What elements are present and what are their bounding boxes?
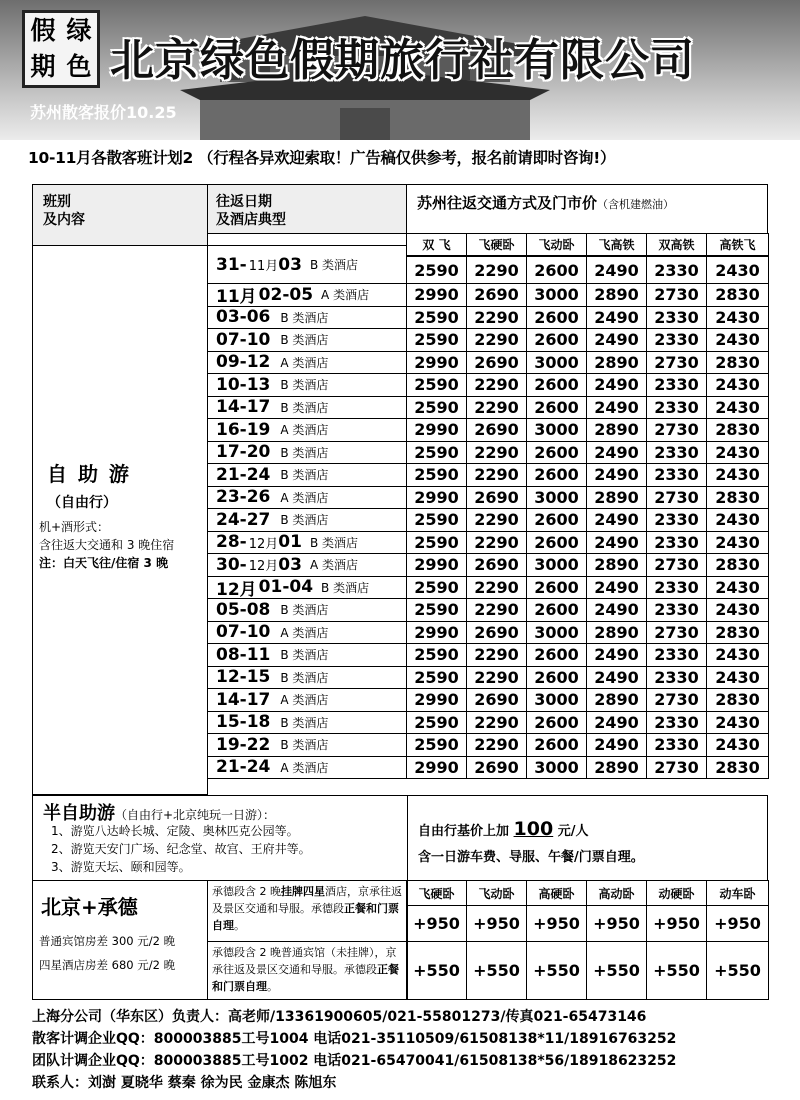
- chengde-option1-desc: [207, 880, 408, 942]
- hotel-type: A 类酒店: [309, 558, 358, 573]
- price-cell: 2430: [706, 463, 769, 487]
- chengde-block: [32, 880, 208, 1000]
- date-cell: [207, 463, 407, 487]
- header-col-transport: [406, 184, 768, 234]
- price-cell: 2330: [646, 666, 707, 690]
- price-cell: 2730: [646, 756, 707, 780]
- price-cell: 3000: [526, 351, 587, 375]
- price-cell: 2590: [406, 328, 467, 352]
- price-cell: 2830: [706, 283, 769, 307]
- hotel-type: A 类酒店: [280, 693, 329, 708]
- price-cell: 2600: [526, 576, 587, 600]
- date-cell: [207, 598, 407, 622]
- price-cell: 2890: [586, 418, 647, 442]
- price-cell: 2690: [466, 486, 527, 510]
- hotel-type: B 类酒店: [280, 738, 329, 753]
- price-cell: 2290: [466, 508, 527, 532]
- semi-tour-price-block: [407, 795, 768, 881]
- price-cell: 2490: [586, 531, 647, 555]
- quote-date: 苏州散客报价10.25: [30, 103, 177, 122]
- price-cell: 2430: [706, 306, 769, 330]
- date-part: 01-04: [258, 577, 314, 598]
- header-col2-line1: 往返日期: [216, 194, 272, 210]
- price-cell: 2290: [466, 598, 527, 622]
- price-cell: 2590: [406, 256, 467, 284]
- chengde-price-cell: +950: [706, 905, 769, 942]
- free-tour-block: [32, 245, 208, 795]
- price-cell: 2990: [406, 283, 467, 307]
- date-part: 12月: [216, 579, 257, 600]
- price-cell: 2990: [406, 418, 467, 442]
- chengde-price-cell: +950: [526, 905, 587, 942]
- price-cell: 2590: [406, 463, 467, 487]
- hotel-type: A 类酒店: [280, 355, 329, 370]
- price-cell: 2600: [526, 463, 587, 487]
- price-cell: 2430: [706, 643, 769, 667]
- date-part: 08-11: [216, 644, 271, 665]
- price-cell: 2330: [646, 643, 707, 667]
- chengde-price-cell: +950: [646, 905, 707, 942]
- hotel-type: B 类酒店: [280, 333, 329, 348]
- hotel-type: B 类酒店: [309, 535, 358, 550]
- date-part: 09-12: [216, 352, 271, 373]
- hotel-type: B 类酒店: [280, 400, 329, 415]
- transport-col-header: 高铁飞: [706, 233, 769, 256]
- date-cell: [207, 306, 407, 330]
- price-cell: 2600: [526, 256, 587, 284]
- price-cell: 2430: [706, 531, 769, 555]
- hotel-type: B 类酒店: [280, 468, 329, 483]
- company-logo: [22, 10, 100, 88]
- chengde-price-cell: +550: [646, 941, 707, 1000]
- footer-branch-contact: 上海分公司（华东区）负责人：高老师/13361900605/021-55801273/传真021-65473146: [32, 1009, 647, 1025]
- chengde-col-header: 高动卧: [586, 880, 647, 906]
- price-cell: 2290: [466, 643, 527, 667]
- price-cell: 2490: [586, 306, 647, 330]
- price-cell: 2600: [526, 598, 587, 622]
- chengde-price-cell: +550: [526, 941, 587, 1000]
- chengde-price-cell: +550: [706, 941, 769, 1000]
- hotel-type: A 类酒店: [280, 760, 329, 775]
- price-cell: 2290: [466, 256, 527, 284]
- price-cell: 2600: [526, 531, 587, 555]
- price-cell: 2590: [406, 306, 467, 330]
- price-cell: 2690: [466, 688, 527, 712]
- price-cell: 2690: [466, 621, 527, 645]
- price-cell: 2430: [706, 508, 769, 532]
- price-cell: 2890: [586, 688, 647, 712]
- price-cell: 3000: [526, 688, 587, 712]
- price-cell: 2490: [586, 328, 647, 352]
- hotel-type: A 类酒店: [280, 490, 329, 505]
- price-cell: 2830: [706, 756, 769, 780]
- hotel-type: B 类酒店: [280, 378, 329, 393]
- price-cell: 2430: [706, 441, 769, 465]
- date-part: 31-: [216, 254, 247, 275]
- date-part: 17-20: [216, 442, 271, 463]
- price-cell: 2730: [646, 621, 707, 645]
- price-cell: 3000: [526, 553, 587, 577]
- date-part: 01: [278, 532, 302, 553]
- price-cell: 2890: [586, 351, 647, 375]
- chengde-row1-bold: 挂牌四星: [281, 885, 325, 898]
- date-part: 15-18: [216, 712, 271, 733]
- price-cell: 2600: [526, 328, 587, 352]
- price-cell: 2490: [586, 576, 647, 600]
- chengde-col-header: 飞动卧: [466, 880, 527, 906]
- chengde-price-cell: +950: [466, 905, 527, 942]
- date-part: 28-: [216, 532, 247, 553]
- date-part: 14-17: [216, 397, 271, 418]
- chengde-col-header: 飞硬卧: [406, 880, 467, 906]
- hotel-type: B 类酒店: [280, 310, 329, 325]
- price-cell: 2600: [526, 508, 587, 532]
- footer-group-contact: 团队计调企业QQ：800003885工号1002 电话021-65470041/61508138*56/18918623252: [32, 1053, 677, 1069]
- date-part: 12-15: [216, 667, 271, 688]
- chengde-col-header: 高硬卧: [526, 880, 587, 906]
- chengde-col-header: 动车卧: [706, 880, 769, 906]
- hotel-type: B 类酒店: [280, 513, 329, 528]
- price-cell: 2600: [526, 666, 587, 690]
- hotel-type: B 类酒店: [321, 580, 370, 595]
- date-cell: [207, 643, 407, 667]
- hotel-type: A 类酒店: [321, 288, 370, 303]
- date-part: 21-24: [216, 757, 271, 778]
- price-cell: 2830: [706, 553, 769, 577]
- footer-individual-contact: 散客计调企业QQ：800003885工号1004 电话021-35110509/61508138*11/18916763252: [32, 1031, 677, 1047]
- price-cell: 2490: [586, 463, 647, 487]
- price-cell: 2290: [466, 373, 527, 397]
- free-tour-desc2: 含往返大交通和 3 晚住宿: [39, 538, 175, 552]
- chengde-note2: 四星酒店房差 680 元/2 晚: [39, 958, 176, 972]
- price-cell: 2330: [646, 306, 707, 330]
- header-col1-line2: 及内容: [43, 212, 85, 228]
- header-col1-line1: 班别: [43, 194, 71, 210]
- date-part: 11月: [248, 259, 279, 274]
- chengde-row2-text: 承德段含 2 晚普通宾馆（未挂牌），京承往返及景区交通和导服。承德段: [212, 946, 397, 976]
- hotel-type: B 类酒店: [280, 648, 329, 663]
- price-cell: 2330: [646, 531, 707, 555]
- chengde-row1-end: 。: [234, 919, 245, 932]
- price-cell: 2430: [706, 396, 769, 420]
- hotel-type: A 类酒店: [280, 625, 329, 640]
- price-cell: 2590: [406, 396, 467, 420]
- price-cell: 2430: [706, 711, 769, 735]
- price-cell: 2990: [406, 553, 467, 577]
- price-cell: 2290: [466, 441, 527, 465]
- date-cell: [207, 486, 407, 510]
- semi-tour-title: 半自助游: [43, 803, 115, 824]
- price-cell: 2830: [706, 418, 769, 442]
- price-cell: 2590: [406, 373, 467, 397]
- semi-tour-item: 2、游览天安门广场、纪念堂、故宫、王府井等。: [51, 842, 311, 856]
- date-cell: [207, 418, 407, 442]
- price-cell: 2490: [586, 711, 647, 735]
- price-cell: 2490: [586, 508, 647, 532]
- hotel-type: B 类酒店: [280, 603, 329, 618]
- price-cell: 2600: [526, 396, 587, 420]
- price-cell: 2330: [646, 328, 707, 352]
- chengde-row1-bold2: 正餐和门票自理: [212, 902, 399, 932]
- hotel-type: B 类酒店: [309, 258, 358, 272]
- price-cell: 2590: [406, 508, 467, 532]
- price-cell: 2290: [466, 733, 527, 757]
- date-cell: [207, 328, 407, 352]
- price-cell: 2290: [466, 576, 527, 600]
- date-cell: [207, 756, 407, 780]
- price-cell: 2600: [526, 373, 587, 397]
- company-name: 北京绿色假期旅行社有限公司: [110, 35, 695, 86]
- price-cell: 2690: [466, 756, 527, 780]
- price-cell: 3000: [526, 486, 587, 510]
- price-cell: 2990: [406, 486, 467, 510]
- date-cell: [207, 351, 407, 375]
- price-cell: 2290: [466, 711, 527, 735]
- price-cell: 2290: [466, 666, 527, 690]
- date-cell: [207, 508, 407, 532]
- header-transport-note: （含机建燃油）: [597, 198, 675, 211]
- date-part: 02-05: [258, 284, 314, 305]
- hotel-type: B 类酒店: [280, 715, 329, 730]
- price-cell: 2890: [586, 756, 647, 780]
- price-cell: 2600: [526, 306, 587, 330]
- transport-col-header: 双高铁: [646, 233, 707, 256]
- date-cell: [207, 245, 407, 284]
- chengde-row2-bold: 正餐和门票自理: [212, 963, 399, 993]
- price-cell: 2590: [406, 576, 467, 600]
- semi-price-desc: 含一日游车费、导服、午餐/门票自理。: [418, 850, 644, 865]
- price-cell: 2330: [646, 396, 707, 420]
- date-cell: [207, 531, 407, 555]
- date-part: 30-: [216, 554, 247, 575]
- logo-char: 色: [66, 52, 92, 81]
- price-cell: 2290: [466, 531, 527, 555]
- semi-price-unit: 元/人: [557, 824, 589, 839]
- date-cell: [207, 733, 407, 757]
- price-cell: 2690: [466, 418, 527, 442]
- price-cell: 2330: [646, 463, 707, 487]
- price-cell: 2990: [406, 621, 467, 645]
- price-cell: 2590: [406, 666, 467, 690]
- price-cell: 2290: [466, 463, 527, 487]
- semi-price-amount: 100: [513, 818, 554, 840]
- date-cell: [207, 283, 407, 307]
- transport-col-header: 飞动卧: [526, 233, 587, 256]
- date-cell: [207, 688, 407, 712]
- date-part: 07-10: [216, 329, 271, 350]
- price-cell: 2830: [706, 621, 769, 645]
- free-tour-desc1: 机+酒形式：: [39, 520, 110, 534]
- logo-char: 假: [30, 16, 56, 45]
- price-cell: 2430: [706, 576, 769, 600]
- price-cell: 2490: [586, 598, 647, 622]
- semi-tour-block: [32, 795, 408, 881]
- date-part: 03: [278, 254, 302, 275]
- free-tour-title: 自 助 游: [47, 462, 131, 486]
- transport-col-header: 双 飞: [406, 233, 467, 256]
- price-cell: 2330: [646, 373, 707, 397]
- date-cell: [207, 441, 407, 465]
- price-cell: 2330: [646, 441, 707, 465]
- transport-col-header: 飞高铁: [586, 233, 647, 256]
- price-cell: 3000: [526, 418, 587, 442]
- header-col-category: [32, 184, 208, 246]
- price-cell: 2890: [586, 553, 647, 577]
- date-part: 21-24: [216, 464, 271, 485]
- chengde-row2-end: 。: [267, 980, 278, 993]
- price-cell: 2600: [526, 733, 587, 757]
- date-cell: [207, 396, 407, 420]
- plan-subtitle: 10-11月各散客班计划2 （行程各异欢迎索取！广告稿仅供参考，报名前请即时咨询!）: [28, 149, 616, 167]
- date-part: 12月: [248, 559, 279, 575]
- hotel-type: A 类酒店: [280, 423, 329, 438]
- date-part: 05-08: [216, 599, 271, 620]
- semi-tour-title-note: （自由行+北京纯玩一日游）：: [115, 808, 276, 822]
- date-part: 03-06: [216, 307, 271, 328]
- chengde-price-cell: +950: [586, 905, 647, 942]
- date-cell: [207, 553, 407, 577]
- date-cell: [207, 666, 407, 690]
- date-part: 11月: [216, 287, 257, 308]
- price-cell: 2430: [706, 733, 769, 757]
- date-part: 23-26: [216, 487, 271, 508]
- footer-contacts: 联系人：刘澍 夏晓华 蔡秦 徐为民 金康杰 陈旭东: [32, 1075, 337, 1091]
- semi-price-prefix: 自由行基价上加: [418, 824, 510, 839]
- header-banner: [0, 0, 800, 140]
- price-cell: 3000: [526, 756, 587, 780]
- price-cell: 2330: [646, 598, 707, 622]
- price-cell: 2330: [646, 508, 707, 532]
- price-cell: 2690: [466, 553, 527, 577]
- price-cell: 2490: [586, 256, 647, 284]
- chengde-price-cell: +550: [406, 941, 467, 1000]
- date-cell: [207, 711, 407, 735]
- date-cell: [207, 373, 407, 397]
- logo-char: 绿: [66, 16, 92, 45]
- date-part: 03: [278, 554, 302, 575]
- price-cell: 2690: [466, 283, 527, 307]
- chengde-row1-text: 承德段含 2 晚: [212, 885, 281, 898]
- price-cell: 2290: [466, 306, 527, 330]
- price-cell: 2990: [406, 756, 467, 780]
- free-tour-note: 注：白天飞往/住宿 3 晚: [39, 556, 169, 570]
- chengde-note1: 普通宾馆房差 300 元/2 晚: [39, 934, 176, 948]
- price-cell: 2330: [646, 711, 707, 735]
- price-cell: 2430: [706, 598, 769, 622]
- price-cell: 2590: [406, 531, 467, 555]
- date-part: 12月: [248, 536, 279, 552]
- price-cell: 2730: [646, 688, 707, 712]
- logo-char: 期: [30, 52, 56, 81]
- price-cell: 2490: [586, 666, 647, 690]
- chengde-title: 北京+承德: [41, 895, 138, 919]
- price-cell: 2730: [646, 351, 707, 375]
- price-cell: 2990: [406, 688, 467, 712]
- semi-tour-item: 1、游览八达岭长城、定陵、奥林匹克公园等。: [51, 824, 299, 838]
- date-part: 16-19: [216, 419, 271, 440]
- price-cell: 2490: [586, 373, 647, 397]
- price-cell: 3000: [526, 621, 587, 645]
- header-col2-line2: 及酒店典型: [216, 212, 286, 228]
- price-cell: 2690: [466, 351, 527, 375]
- chengde-col-header: 动硬卧: [646, 880, 707, 906]
- price-cell: 2890: [586, 621, 647, 645]
- transport-col-header: 飞硬卧: [466, 233, 527, 256]
- price-cell: 2890: [586, 283, 647, 307]
- price-cell: 2330: [646, 733, 707, 757]
- price-cell: 2600: [526, 441, 587, 465]
- date-cell: [207, 621, 407, 645]
- header-transport-title: 苏州往返交通方式及门市价: [417, 194, 598, 212]
- price-cell: 2490: [586, 396, 647, 420]
- price-cell: 2590: [406, 598, 467, 622]
- price-cell: 2330: [646, 576, 707, 600]
- price-cell: 2430: [706, 666, 769, 690]
- date-part: 19-22: [216, 734, 271, 755]
- price-cell: 2330: [646, 256, 707, 284]
- price-cell: 2890: [586, 486, 647, 510]
- date-part: 07-10: [216, 622, 271, 643]
- price-cell: 2730: [646, 283, 707, 307]
- price-cell: 2590: [406, 643, 467, 667]
- price-cell: 2290: [466, 396, 527, 420]
- price-cell: 2290: [466, 328, 527, 352]
- price-cell: 2990: [406, 351, 467, 375]
- price-cell: 2490: [586, 733, 647, 757]
- date-part: 24-27: [216, 509, 271, 530]
- date-part: 10-13: [216, 374, 271, 395]
- chengde-price-cell: +550: [466, 941, 527, 1000]
- chengde-price-cell: +950: [406, 905, 467, 942]
- chengde-price-cell: +550: [586, 941, 647, 1000]
- price-cell: 3000: [526, 283, 587, 307]
- price-cell: 2730: [646, 418, 707, 442]
- price-cell: 2830: [706, 351, 769, 375]
- price-cell: 2490: [586, 643, 647, 667]
- price-cell: 2590: [406, 441, 467, 465]
- price-cell: 2490: [586, 441, 647, 465]
- price-cell: 2830: [706, 688, 769, 712]
- header-col-dates: [207, 184, 407, 234]
- price-cell: 2730: [646, 486, 707, 510]
- price-cell: 2830: [706, 486, 769, 510]
- chengde-row1-text2: 酒店，京承往返及景区交通和导服。承德段: [212, 885, 402, 915]
- price-cell: 2600: [526, 643, 587, 667]
- price-cell: 2430: [706, 373, 769, 397]
- date-cell: [207, 576, 407, 600]
- price-cell: 2430: [706, 328, 769, 352]
- price-cell: 2430: [706, 256, 769, 284]
- price-cell: 2730: [646, 553, 707, 577]
- date-part: 14-17: [216, 689, 271, 710]
- price-cell: 2590: [406, 733, 467, 757]
- price-cell: 2600: [526, 711, 587, 735]
- hotel-type: B 类酒店: [280, 445, 329, 460]
- free-tour-subtitle: （自由行）: [47, 495, 117, 511]
- chengde-option2-desc: [207, 941, 408, 1000]
- price-cell: 2590: [406, 711, 467, 735]
- semi-tour-item: 3、游览天坛、颐和园等。: [51, 860, 191, 874]
- hotel-type: B 类酒店: [280, 670, 329, 685]
